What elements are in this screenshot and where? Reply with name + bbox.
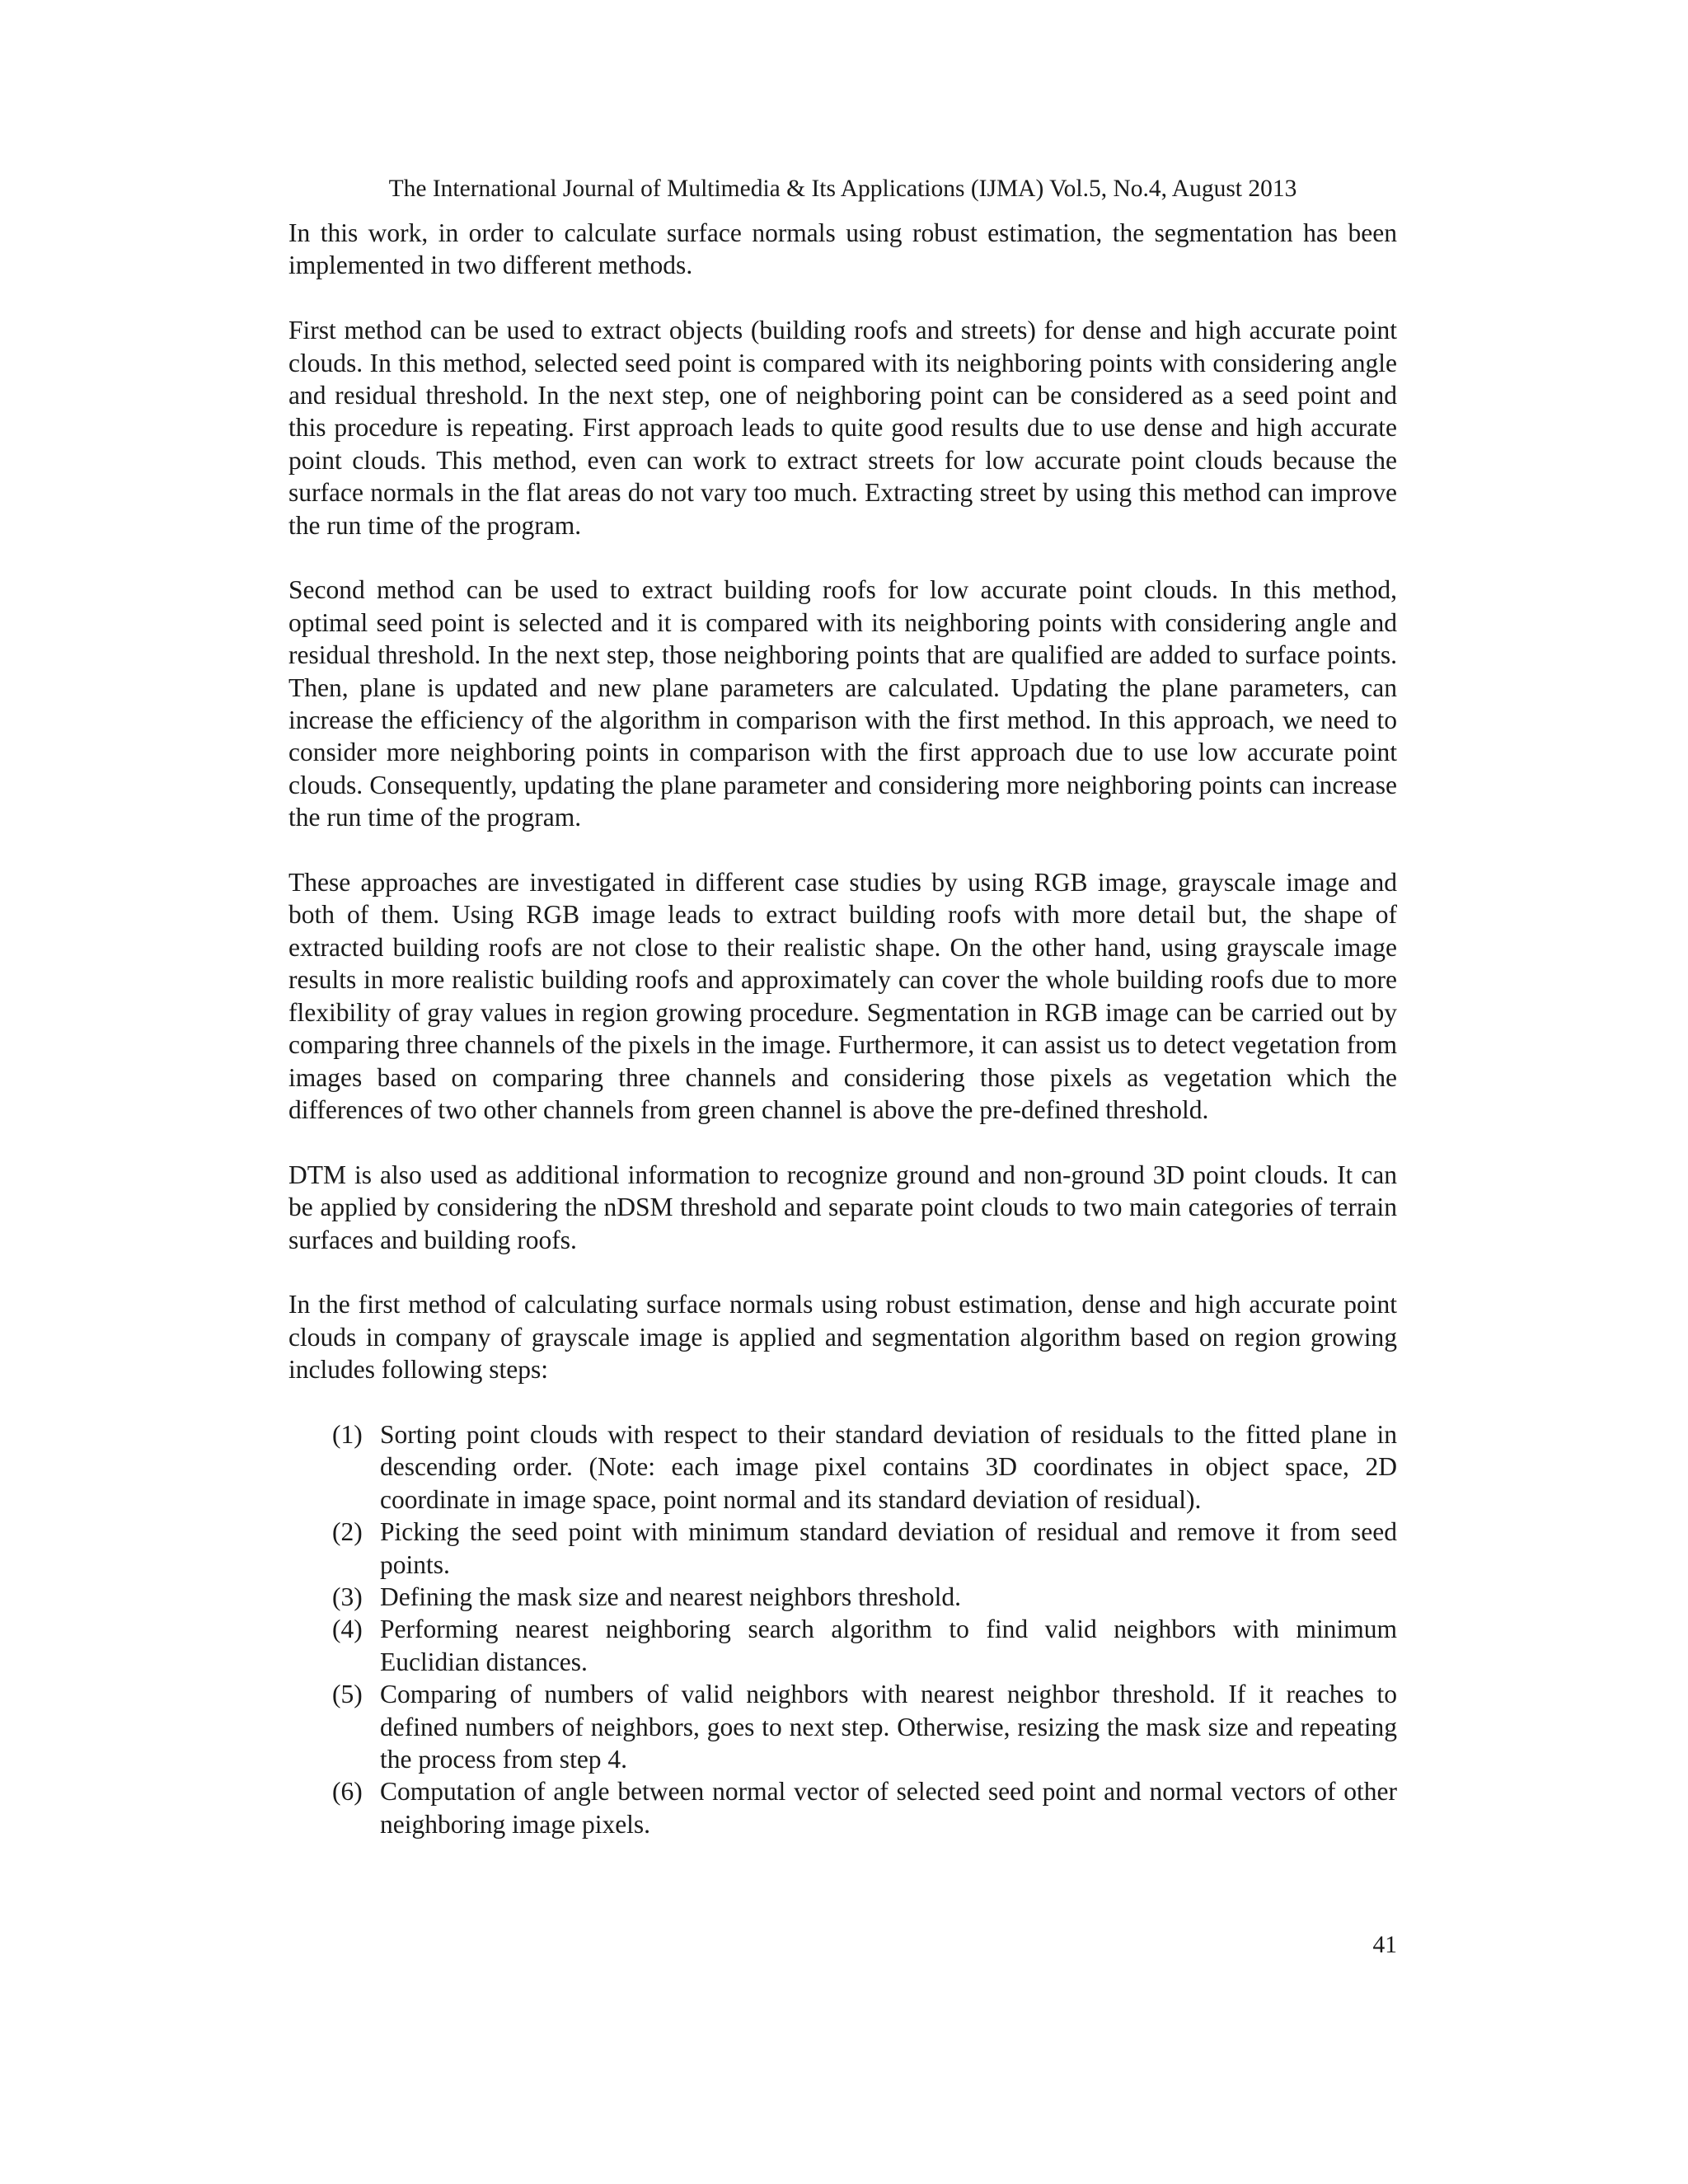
list-item-number: (5) <box>332 1680 363 1709</box>
steps-list <box>288 1418 1397 1840</box>
list-item <box>332 1613 1397 1678</box>
paragraph: First method can be used to extract objects (building roofs and streets) for dense and high accurate point clouds. In this method, selected seed point is compared with its neighboring points with considering angle and residual threshold. In the next step, one of neighboring point can be considered as a seed point and this procedure is repeating. First approach leads to quite good results due to use dense and high accurate point clouds. This method, even can work to extract streets for low accurate point clouds because the surface normals in the flat areas do not vary too much. Extracting street by using this method can improve the run time of the program. <box>288 316 1397 540</box>
body-text <box>288 217 1397 1840</box>
page-number: 41 <box>1372 1932 1397 1958</box>
list-item-text: Comparing of numbers of valid neighbors with nearest neighbor threshold. If it reaches to defined numbers of neighbors, goes to next step. Otherwise, resizing the mask size and repeating the process from step 4. <box>380 1680 1397 1774</box>
list-item-text: Computation of angle between normal vector of selected seed point and normal vectors of other neighboring image pixels. <box>380 1777 1397 1839</box>
list-item-number: (6) <box>332 1777 363 1807</box>
paragraph: These approaches are investigated in different case studies by using RGB image, grayscale image and both of them. Using RGB image leads to extract building roofs with more detail but, the shape of extracted building roofs are not close to their realistic shape. On the other hand, using grayscale image results in more realistic building roofs and approximately can cover the whole building roofs due to more flexibility of gray values in region growing procedure. Segmentation in RGB image can be carried out by comparing three channels of the pixels in the image. Furthermore, it can assist us to detect vegetation from images based on comparing three channels and considering those pixels as vegetation which the differences of two other channels from green channel is above the pre-defined threshold. <box>288 868 1397 1124</box>
paragraph: Second method can be used to extract building roofs for low accurate point clouds. In this method, optimal seed point is selected and it is compared with its neighboring points with considering angle and residual threshold. In the next step, those neighboring points that are qualified are added to surface points. Then, plane is updated and new plane parameters are calculated. Updating the plane parameters, can increase the efficiency of the algorithm in comparison with the first method. In this approach, we need to consider more neighboring points in comparison with the first approach due to use low accurate point clouds. Consequently, updating the plane parameter and considering more neighboring points can increase the run time of the program. <box>288 575 1397 832</box>
list-item <box>332 1678 1397 1775</box>
list-item-number: (1) <box>332 1419 363 1449</box>
list-item <box>332 1775 1397 1840</box>
list-item-text: Performing nearest neighboring search algorithm to find valid neighbors with minimum Euclidian distances. <box>380 1615 1397 1676</box>
list-item <box>332 1418 1397 1516</box>
list-item <box>332 1581 1397 1613</box>
list-item-number: (3) <box>332 1582 363 1611</box>
list-item-text: Sorting point clouds with respect to their standard deviation of residuals to the fitted plane in descending order. (Note: each image pixel contains 3D coordinates in object space, 2D coordinate in image space, point normal and its standard deviation of residual). <box>380 1419 1397 1514</box>
list-item <box>332 1516 1397 1581</box>
running-header: The International Journal of Multimedia & Its Applications (IJMA) Vol.5, No.4, August 2013 <box>388 176 1297 202</box>
list-item-number: (2) <box>332 1517 363 1547</box>
paragraph: DTM is also used as additional information to recognize ground and non-ground 3D point clouds. It can be applied by considering the nDSM threshold and separate point clouds to two main categories of terrain surfaces and building roofs. <box>288 1160 1397 1254</box>
paragraph: In this work, in order to calculate surface normals using robust estimation, the segmentation has been implemented in two different methods. <box>288 218 1397 280</box>
paragraph: In the first method of calculating surface normals using robust estimation, dense and high accurate point clouds in company of grayscale image is applied and segmentation algorithm based on region growing includes following steps: <box>288 1290 1397 1385</box>
list-item-number: (4) <box>332 1615 363 1644</box>
list-item-text: Defining the mask size and nearest neighbors threshold. <box>380 1582 962 1611</box>
list-item-text: Picking the seed point with minimum standard deviation of residual and remove it from seed points. <box>380 1517 1397 1579</box>
